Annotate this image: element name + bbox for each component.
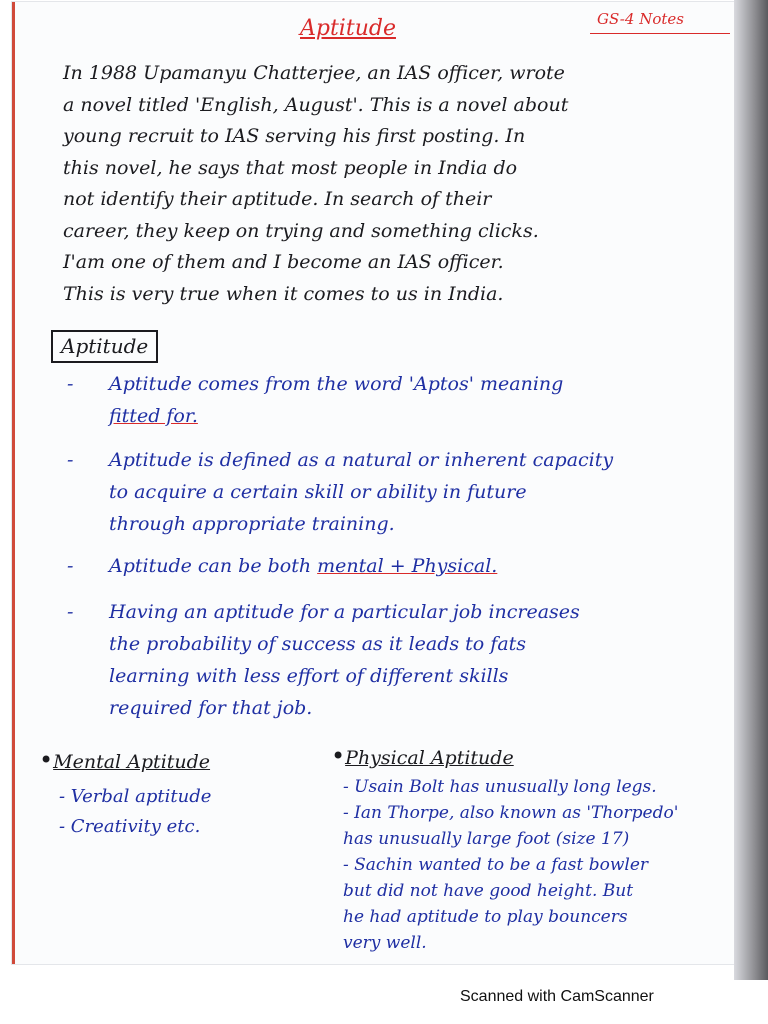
- physical-aptitude-list: [343, 774, 678, 956]
- bullet-text: Aptitude can be both: [109, 555, 318, 577]
- list-item: - Usain Bolt has unusually long legs.: [343, 777, 657, 797]
- mental-aptitude-list: [59, 782, 211, 842]
- list-item: has unusually large foot (size 17): [343, 829, 630, 849]
- intro-line: career, they keep on trying and something clicks.: [63, 219, 539, 242]
- bullet-line: Having an aptitude for a particular job increases: [109, 601, 580, 623]
- intro-paragraph: [63, 58, 723, 310]
- intro-line: In 1988 Upamanyu Chatterjee, an IAS officer, wrote: [63, 62, 565, 84]
- bullet-line: the probability of success as it leads to fats: [109, 633, 527, 655]
- bullet-line: to acquire a certain skill or ability in future: [109, 481, 527, 503]
- scanner-watermark: Scanned with CamScanner: [460, 988, 654, 1005]
- corner-note: GS-4 Notes: [597, 10, 684, 28]
- mental-heading-text: Mental Aptitude: [53, 751, 211, 773]
- intro-line: a novel titled 'English, August'. This is a novel about: [63, 93, 569, 116]
- physical-aptitude-heading: •Physical Aptitude: [331, 742, 514, 770]
- list-item: - Sachin wanted to be a fast bowler: [343, 855, 649, 875]
- bullet-dash: -: [67, 373, 74, 395]
- page-edge-shadow: [734, 0, 768, 980]
- list-item: - Ian Thorpe, also known as 'Thorpedo': [343, 803, 679, 823]
- list-item: very well.: [343, 933, 427, 953]
- page-title: Aptitude: [300, 16, 396, 41]
- intro-line: I'am one of them and I become an IAS officer.: [63, 251, 504, 273]
- bullet-emphasis: mental + Physical.: [317, 555, 498, 577]
- bullet-line: required for that job.: [109, 697, 313, 719]
- list-item: - Creativity etc.: [59, 816, 201, 837]
- mental-aptitude-heading: •Mental Aptitude: [39, 746, 211, 774]
- intro-line: this novel, he says that most people in India do: [63, 156, 518, 179]
- bullet-line: learning with less effort of different skills: [109, 665, 509, 687]
- corner-rule: [590, 33, 730, 34]
- bullet-line: Aptitude comes from the word 'Aptos' meaning: [109, 373, 564, 395]
- intro-line: not identify their aptitude. In search of their: [63, 188, 492, 210]
- bullet-dash: -: [67, 601, 74, 623]
- list-item: - Verbal aptitude: [59, 786, 212, 807]
- bullet-line: fitted for.: [109, 405, 198, 427]
- physical-heading-text: Physical Aptitude: [345, 747, 514, 769]
- section-heading-aptitude: Aptitude: [51, 330, 158, 363]
- intro-line: This is very true when it comes to us in India.: [63, 282, 504, 305]
- bullet-dash: -: [67, 449, 74, 471]
- bullet-line: Aptitude is defined as a natural or inherent capacity: [109, 449, 614, 471]
- list-item: but did not have good height. But: [343, 881, 634, 901]
- bullet-line: through appropriate training.: [109, 513, 395, 535]
- list-item: he had aptitude to play bouncers: [343, 907, 628, 927]
- notebook-page: [12, 2, 737, 964]
- bullet-dash: -: [67, 555, 74, 577]
- intro-line: young recruit to IAS serving his first posting. In: [63, 125, 526, 147]
